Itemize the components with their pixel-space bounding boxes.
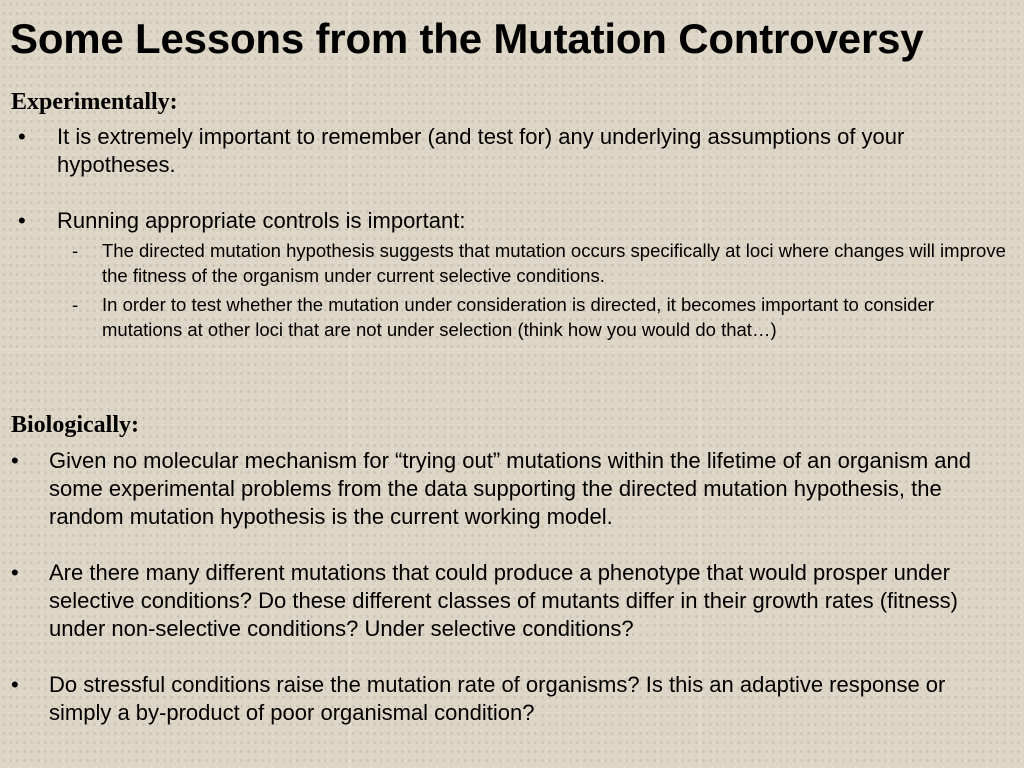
biologically-list: [0, 447, 1010, 727]
experimentally-list: [0, 123, 1010, 346]
sub-bullet-item: [57, 238, 1010, 288]
bullet-marker: •: [11, 672, 19, 697]
dash-marker: -: [72, 240, 79, 261]
bullet-text: Running appropriate controls is important:: [57, 208, 466, 233]
bullet-item: [0, 559, 1010, 643]
bullet-marker: •: [11, 448, 19, 473]
sub-bullet-text: In order to test whether the mutation under consideration is directed, it becomes important to consider mutations at other loci that are not under selection (think how you would do that…): [102, 294, 934, 340]
bullet-text: Given no molecular mechanism for “trying out” mutations within the lifetime of an organism and some experimental problems from the data supporting the directed mutation hypothesis, the random mutation hypothesis is the current working model.: [49, 448, 971, 529]
bullet-text: Do stressful conditions raise the mutation rate of organisms? Is this an adaptive response or simply a by-product of poor organismal condition?: [49, 672, 946, 725]
controls-sub-list: [57, 238, 1010, 342]
experimentally-heading: Experimentally:: [11, 89, 178, 115]
dash-marker: -: [72, 294, 79, 315]
bullet-text: It is extremely important to remember (and test for) any underlying assumptions of your hypotheses.: [57, 124, 905, 177]
bullet-item: [0, 123, 1010, 179]
slide-title: Some Lessons from the Mutation Controversy: [10, 15, 924, 62]
sub-bullet-item: [57, 292, 1010, 342]
bullet-marker: •: [18, 124, 26, 149]
bullet-marker: •: [18, 208, 26, 233]
bullet-text: Are there many different mutations that could produce a phenotype that would prosper under selective conditions? Do these different classes of mutants differ in their growth rates (fitness) under non-selective conditions? Under selective conditions?: [49, 560, 958, 641]
bullet-item: [0, 671, 1010, 727]
bullet-marker: •: [11, 560, 19, 585]
bullet-item: [0, 207, 1010, 342]
bullet-item: [0, 447, 1010, 531]
biologically-heading: Biologically:: [11, 412, 139, 438]
sub-bullet-text: The directed mutation hypothesis suggests that mutation occurs specifically at loci where changes will improve the fitness of the organism under current selective conditions.: [102, 240, 1006, 286]
